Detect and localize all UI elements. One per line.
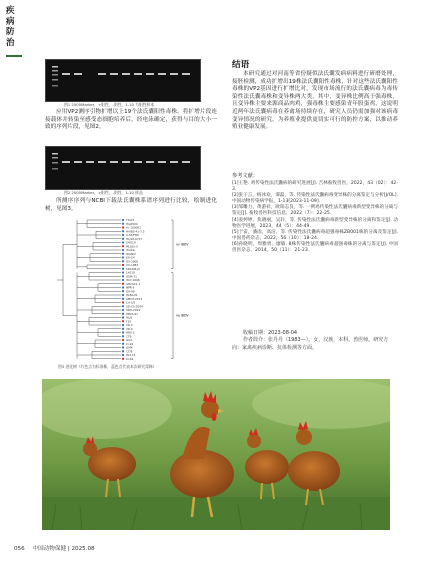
figure2-gel-image <box>45 146 201 190</box>
study-strain-marker <box>122 249 124 251</box>
tree-leaf-label: HLJ0504 <box>126 221 138 226</box>
tree-leaf-label: A-53/FMC <box>126 233 140 238</box>
study-strain-marker <box>122 241 124 243</box>
tree-leaf-label: HLT-72 <box>126 353 136 358</box>
section-divider <box>6 55 22 57</box>
tree-leaf-label: TS-03 <box>126 218 135 223</box>
tree-leaf-label: GX-2008 <box>126 259 139 264</box>
reference-strain-marker <box>122 339 124 341</box>
study-strain-marker <box>122 309 124 311</box>
article-notes <box>232 330 398 352</box>
study-strain-marker <box>122 316 124 318</box>
study-strain-marker <box>122 343 124 345</box>
tree-leaf-label: SD-CS-2004 <box>126 304 143 309</box>
tree-leaf-label: Cl-42 <box>126 356 134 361</box>
conclusion-heading: 结语 <box>232 60 250 70</box>
author-bio: 作者简介：张丹丹（1983—），女，汉族，本科，兽医师。研究方向：家禽疾病诊断、抗体检测等方面。 <box>232 337 389 351</box>
study-strain-marker <box>122 253 124 255</box>
study-strain-marker <box>122 268 124 270</box>
journal-name: 中国动物保健 | 2025.08 <box>32 546 95 552</box>
tree-leaf-label: QIAN/2 <box>126 251 136 256</box>
study-strain-marker <box>122 350 124 352</box>
study-strain-marker <box>122 324 124 326</box>
study-strain-marker <box>122 260 124 262</box>
tree-leaf-label: CA-5/5 <box>126 300 136 305</box>
tree-leaf-label: MLL05-S <box>126 244 138 249</box>
study-strain-marker <box>122 223 124 225</box>
clade-label-vv: vv IBDV <box>176 242 189 247</box>
tree-leaf-label: VR-9 <box>126 326 133 331</box>
reference-item: [5]于雷，潘雨，高洁，等. 传染性法氏囊病毒超强毒株ZB001株的分离及鉴定[J]. 中国兽药杂志，2022，56（10）：18-24. <box>232 229 398 241</box>
study-strain-marker <box>122 234 124 236</box>
figure3-caption: 图3 进化树（红色点为标准株，蓝色点代表本次研究毒株） <box>58 364 157 369</box>
chicken-photo <box>42 379 390 530</box>
study-strain-marker <box>122 298 124 300</box>
tree-leaf-label: AMOT-2013 <box>126 296 143 301</box>
section-tag-char: 防 <box>6 27 15 37</box>
tree-leaf-label: NPR-5 <box>126 285 135 290</box>
figure1-caption: 图1 2000Marker，+阳性，-阴性，1-10 为阳性样本 <box>64 102 155 107</box>
page-footer <box>14 544 95 552</box>
reference-strain-marker <box>122 245 124 247</box>
tree-leaf-label: F10 <box>126 319 132 324</box>
tree-leaf-label: EX-G4 <box>126 255 135 260</box>
tree-leaf-label: SDCSM-J3 <box>126 266 140 271</box>
study-strain-marker <box>122 305 124 307</box>
tree-leaf-label: VU-1983 <box>126 263 139 268</box>
study-strain-marker <box>122 335 124 337</box>
study-strain-marker <box>122 328 124 330</box>
reference-strain-marker <box>122 320 124 322</box>
reference-item: [3]邹雕力，黄游祥，欧阳志良，等. 一例鸡传染性法氏囊病毒新型变异株的分离与鉴定[J]. 畜牧兽医科技信息，2022（7）：22-25. <box>232 205 398 217</box>
tree-leaf-label: Ac 100002 <box>126 225 141 230</box>
tree-leaf-label: HCY-1996 <box>126 278 140 283</box>
study-strain-marker <box>122 230 124 232</box>
tree-leaf-label: HBS-2 <box>126 330 135 335</box>
reference-strain-marker <box>122 301 124 303</box>
study-strain-marker <box>122 286 124 288</box>
figure1-gel-image <box>45 59 201 102</box>
tree-leaf-label: GSM-71 <box>126 274 137 279</box>
tree-leaf-label: Harbin <box>126 248 136 253</box>
tree-leaf-label: HLJ18-0717 <box>126 236 143 241</box>
reference-item: [4]姜婷婷，焦晓丽，吴轩，等. 传染性法氏囊病毒新型变异株的分离和鉴定[J]. 动物医学进展，2023，44（5）：44-49. <box>232 217 398 229</box>
tree-leaf-label: GX3 <box>126 338 132 343</box>
tree-leaf-label: HAIBS-41-7.5 <box>126 229 145 234</box>
tree-leaf-label: CT6 <box>126 334 132 339</box>
study-strain-marker <box>122 256 124 258</box>
tree-leaf-label: Cl-22 <box>126 341 134 346</box>
reference-strain-marker <box>122 358 124 360</box>
reference-item: [1]王艳. 鸡传染性法氏囊病的研究进展[J]. 吉林畜牧兽医，2022，43（02）：42-3. <box>232 181 398 193</box>
figure3-tree <box>55 216 215 369</box>
section-tag-char: 治 <box>6 37 15 48</box>
study-strain-marker <box>122 346 124 348</box>
paragraph-phylogeny: 所测序序列与NCBI下载法氏囊株系谱序列进行比较，绘制进化树，见图3。 <box>45 198 217 212</box>
section-tag <box>6 6 22 48</box>
study-strain-marker <box>122 354 124 356</box>
reference-strain-marker <box>122 283 124 285</box>
study-strain-marker <box>122 294 124 296</box>
reference-item: [6]孙晓明，周雅勇，廖敏. 8株传染性法氏囊病毒超强毒株的分离与鉴定[J]. 中国兽医杂志，2014，50（11）：21-23. <box>232 241 398 254</box>
reference-item: [2]张子言，杨冰欢，谭磊，等. 传染性法氏囊病毒变异株的分离鉴定与分析[J/OL]. 中国动物传染病学报，1-13[2023-11-09]. <box>232 193 398 205</box>
paragraph-amplification: 应用VP2测序引物扩增以上19个法氏囊阳性毒株，将扩增片段连接载体并转染至感受态细胞培养后，经电泳确定，获得与目的大小一致的序列片段，见图2。 <box>45 109 217 131</box>
reference-strain-marker <box>122 226 124 228</box>
study-strain-marker <box>122 313 124 315</box>
study-strain-marker <box>122 219 124 221</box>
tree-leaf-label: HLBL-01 <box>126 293 138 298</box>
figure2-caption: 图2 2000Marker，+阳性，-阴性，1-10 样品 <box>64 190 143 195</box>
study-strain-marker <box>122 279 124 281</box>
study-strain-marker <box>122 271 124 273</box>
page-number: 056 <box>14 546 25 552</box>
tree-leaf-label: SHG19 <box>126 240 136 245</box>
tree-leaf-label: CT/8 <box>126 349 133 354</box>
section-tag-char: 疾 <box>6 6 15 16</box>
tree-leaf-label: AHCS15-1 <box>126 281 141 286</box>
tree-leaf-label: VR-3 <box>126 323 133 328</box>
study-strain-marker <box>122 238 124 240</box>
references-heading: 参考文献： <box>232 173 258 179</box>
tree-leaf-label: LX010 <box>126 270 135 275</box>
section-tag-char: 病 <box>6 16 15 27</box>
tree-leaf-label: GX-99 <box>126 289 135 294</box>
study-strain-marker <box>122 331 124 333</box>
clade-label-va: va IBDV <box>176 313 189 318</box>
study-strain-marker <box>122 275 124 277</box>
tree-leaf-label: HLJ5 <box>126 315 133 320</box>
received-date: 收稿日期：2023-08-04 <box>243 330 298 336</box>
tree-leaf-label: JLM4 <box>126 345 133 350</box>
study-strain-marker <box>122 290 124 292</box>
tree-leaf-label: HBLS-91 <box>126 311 138 316</box>
reference-strain-marker <box>122 264 124 266</box>
references-list <box>232 181 398 254</box>
conclusion-text: 本研究通过对河南等省份疑似法氏囊发病病料进行研磨处理，接胚检测，成功扩增出19株法氏囊阳性毒株，针对这些法氏囊阳性毒株的VP2基因进行扩增比对，发现市场流行的法氏囊病毒为毒传染性法氏囊毒株和变异株两大类，其中，变异株比例高于强毒株，且变异株主要来源商品肉鸡，强毒株主要感染青年股蛋鸡，这说明近两年法氏囊病毒在养禽场持续存在，研究人员仍需加强对该病毒变异情况的研究，为养殖业提供更切实可行的防控方案，以推动养殖业健康发展。 <box>232 71 398 131</box>
tree-leaf-label: SDH-2019 <box>126 308 141 313</box>
